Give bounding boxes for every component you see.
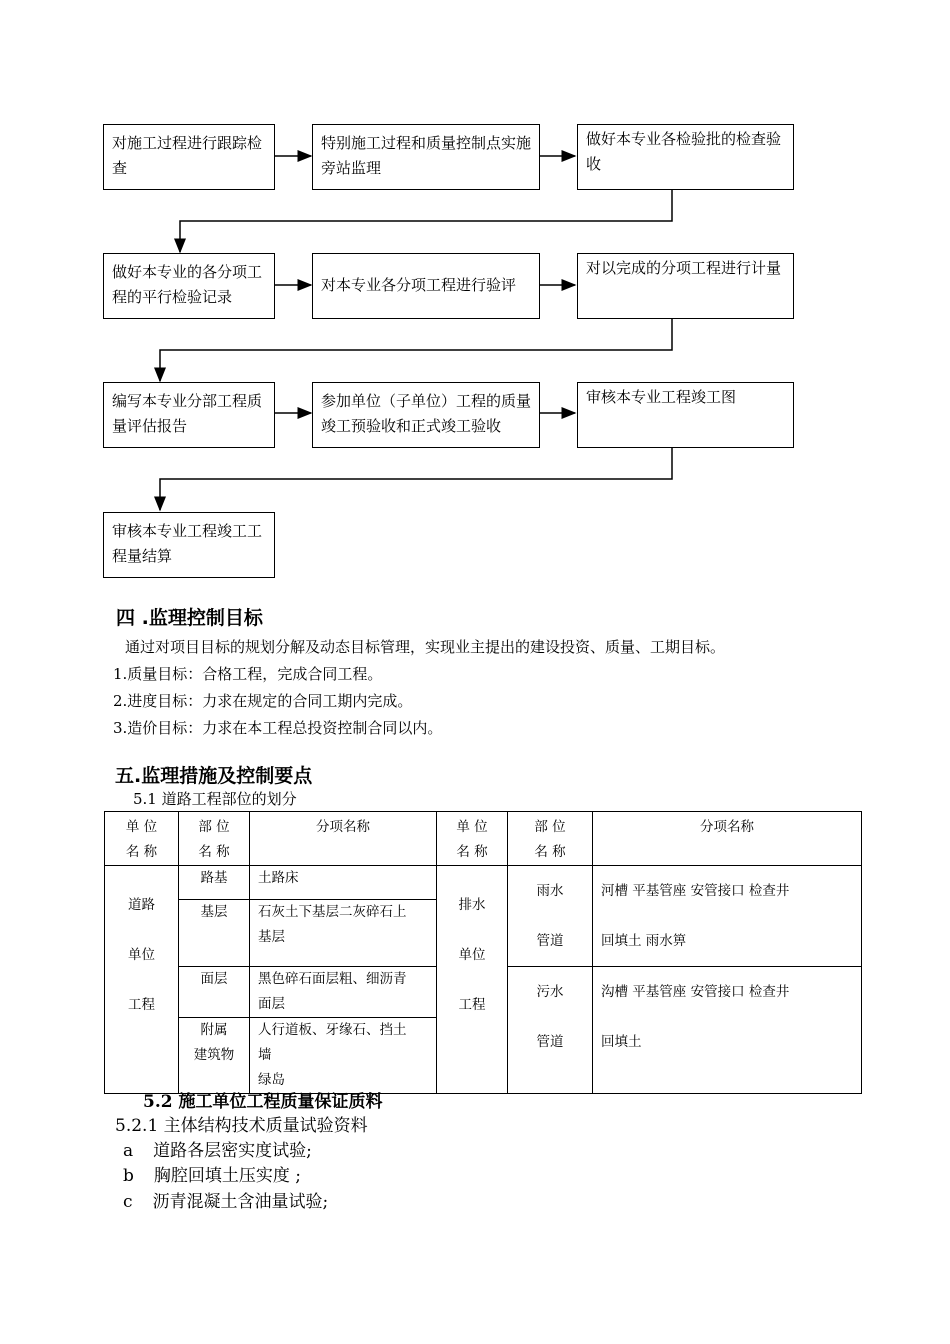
header-unit-2: 名 称 xyxy=(125,844,158,860)
flow-box-final-acceptance: 参加单位（子单位）工程的质量竣工预验收和正式竣工验收 xyxy=(312,382,540,448)
flow-box-evaluation: 对本专业各分项工程进行验评 xyxy=(312,253,540,319)
flow-box-quality-report: 编写本专业分部工程质量评估报告 xyxy=(103,382,275,448)
header-unit-b-2: 名 称 xyxy=(456,844,488,860)
flow-box-measurement: 对以完成的分项工程进行计量 xyxy=(577,253,794,319)
part-auxiliary xyxy=(179,1018,250,1094)
items-sewage-pipe-2: 回填土 xyxy=(601,1034,642,1050)
unit-road-2: 单位 xyxy=(128,947,155,963)
items-auxiliary xyxy=(250,1018,437,1094)
part-rain-pipe-1: 雨水 xyxy=(536,883,564,899)
unit-drainage-1: 排水 xyxy=(458,897,486,913)
header-part-2: 名 称 xyxy=(198,844,230,860)
header-unit-b-1: 单 位 xyxy=(456,819,488,835)
items-sewage-pipe-1: 沟槽 平基管座 安管接口 检查井 xyxy=(601,984,790,1000)
unit-road xyxy=(105,866,179,1094)
unit-road-3: 工程 xyxy=(128,997,155,1013)
unit-drainage-2: 单位 xyxy=(458,947,486,963)
flow-box-parallel-inspection: 做好本专业的各分项工程的平行检验记录 xyxy=(103,253,275,319)
header-part-b xyxy=(508,812,593,866)
section-5-2-1-title: 5.2.1 主体结构技术质量试验资料 xyxy=(115,1116,368,1136)
flow-box-batch-acceptance: 做好本专业各检验批的检查验收 xyxy=(577,124,794,190)
items-surface-2: 面层 xyxy=(258,996,285,1012)
header-unit-b xyxy=(437,812,508,866)
list-item xyxy=(123,1165,301,1187)
part-sewage-pipe-1: 污水 xyxy=(536,984,564,1000)
header-part-b-2: 名 称 xyxy=(534,844,566,860)
items-rain-pipe-1: 河槽 平基管座 安管接口 检查井 xyxy=(601,883,790,899)
list-item xyxy=(123,1140,312,1162)
header-part-b-1: 部 位 xyxy=(534,819,566,835)
part-auxiliary-2: 建筑物 xyxy=(193,1047,235,1063)
flow-box-side-supervision: 特别施工过程和质量控制点实施旁站监理 xyxy=(312,124,540,190)
list-text: 胸腔回填土压实度 ; xyxy=(153,1166,302,1186)
header-part xyxy=(179,812,250,866)
section-5-2-title: 5.2 施工单位工程质量保证质料 xyxy=(143,1092,383,1112)
list-marker: a xyxy=(123,1141,134,1161)
list-marker: b xyxy=(123,1166,134,1186)
section-4-intro: 通过对项目目标的规划分解及动态目标管理，实现业主提出的建设投资、质量、工期目标。 xyxy=(125,638,726,656)
part-rain-pipe-2: 管道 xyxy=(536,933,564,949)
header-part-1: 部 位 xyxy=(198,819,230,835)
flow-box-drawing-review: 审核本专业工程竣工图 xyxy=(577,382,794,448)
items-auxiliary-2: 墙 xyxy=(258,1047,272,1063)
header-item: 分项名称 xyxy=(250,812,437,866)
unit-drainage xyxy=(437,866,508,1094)
part-base: 基层 xyxy=(179,900,250,967)
header-item-b: 分项名称 xyxy=(593,812,862,866)
connector-r2-r3 xyxy=(160,318,672,381)
unit-road-1: 道路 xyxy=(128,897,155,913)
part-surface: 面层 xyxy=(179,967,250,1018)
items-subgrade: 土路床 xyxy=(250,866,437,900)
list-text: 沥青混凝土含油量试验; xyxy=(152,1192,329,1212)
header-unit xyxy=(105,812,179,866)
part-rain-pipe xyxy=(508,866,593,967)
division-table xyxy=(104,811,862,1094)
goal-schedule: 2.进度目标：力求在规定的合同工期内完成。 xyxy=(113,692,413,710)
list-item xyxy=(123,1191,328,1213)
connector-r1-r2 xyxy=(180,189,672,252)
part-auxiliary-1: 附属 xyxy=(200,1022,228,1038)
items-surface xyxy=(250,967,437,1018)
items-rain-pipe xyxy=(593,866,862,967)
part-subgrade: 路基 xyxy=(179,866,250,900)
unit-drainage-3: 工程 xyxy=(458,997,486,1013)
items-rain-pipe-2: 回填土 雨水箅 xyxy=(601,933,687,949)
items-base xyxy=(250,900,437,967)
section-5-1-title: 5.1 道路工程部位的划分 xyxy=(133,790,297,808)
section-4-title: 四 .监理控制目标 xyxy=(116,607,263,629)
items-auxiliary-1: 人行道板、牙缘石、挡土 xyxy=(258,1022,407,1038)
items-auxiliary-3: 绿岛 xyxy=(258,1072,285,1088)
connector-r3-r4 xyxy=(160,447,672,510)
goal-quality: 1.质量目标：合格工程，完成合同工程。 xyxy=(113,665,383,683)
flow-box-tracking-inspection: 对施工过程进行跟踪检查 xyxy=(103,124,275,190)
part-sewage-pipe xyxy=(508,967,593,1094)
list-marker: c xyxy=(123,1192,133,1212)
items-base-1: 石灰土下基层二灰碎石上 xyxy=(258,904,407,921)
header-unit-1: 单 位 xyxy=(125,819,158,835)
items-surface-1: 黑色碎石面层粗、细沥青 xyxy=(258,971,407,987)
section-5-title: 五.监理措施及控制要点 xyxy=(115,765,313,787)
flow-box-settlement-review: 审核本专业工程竣工工程量结算 xyxy=(103,512,275,578)
list-text: 道路各层密实度试验; xyxy=(153,1141,312,1161)
items-base-2: 基层 xyxy=(258,929,285,946)
goal-cost: 3.造价目标：力求在本工程总投资控制合同以内。 xyxy=(113,719,443,737)
part-sewage-pipe-2: 管道 xyxy=(536,1034,564,1050)
items-sewage-pipe xyxy=(593,967,862,1094)
